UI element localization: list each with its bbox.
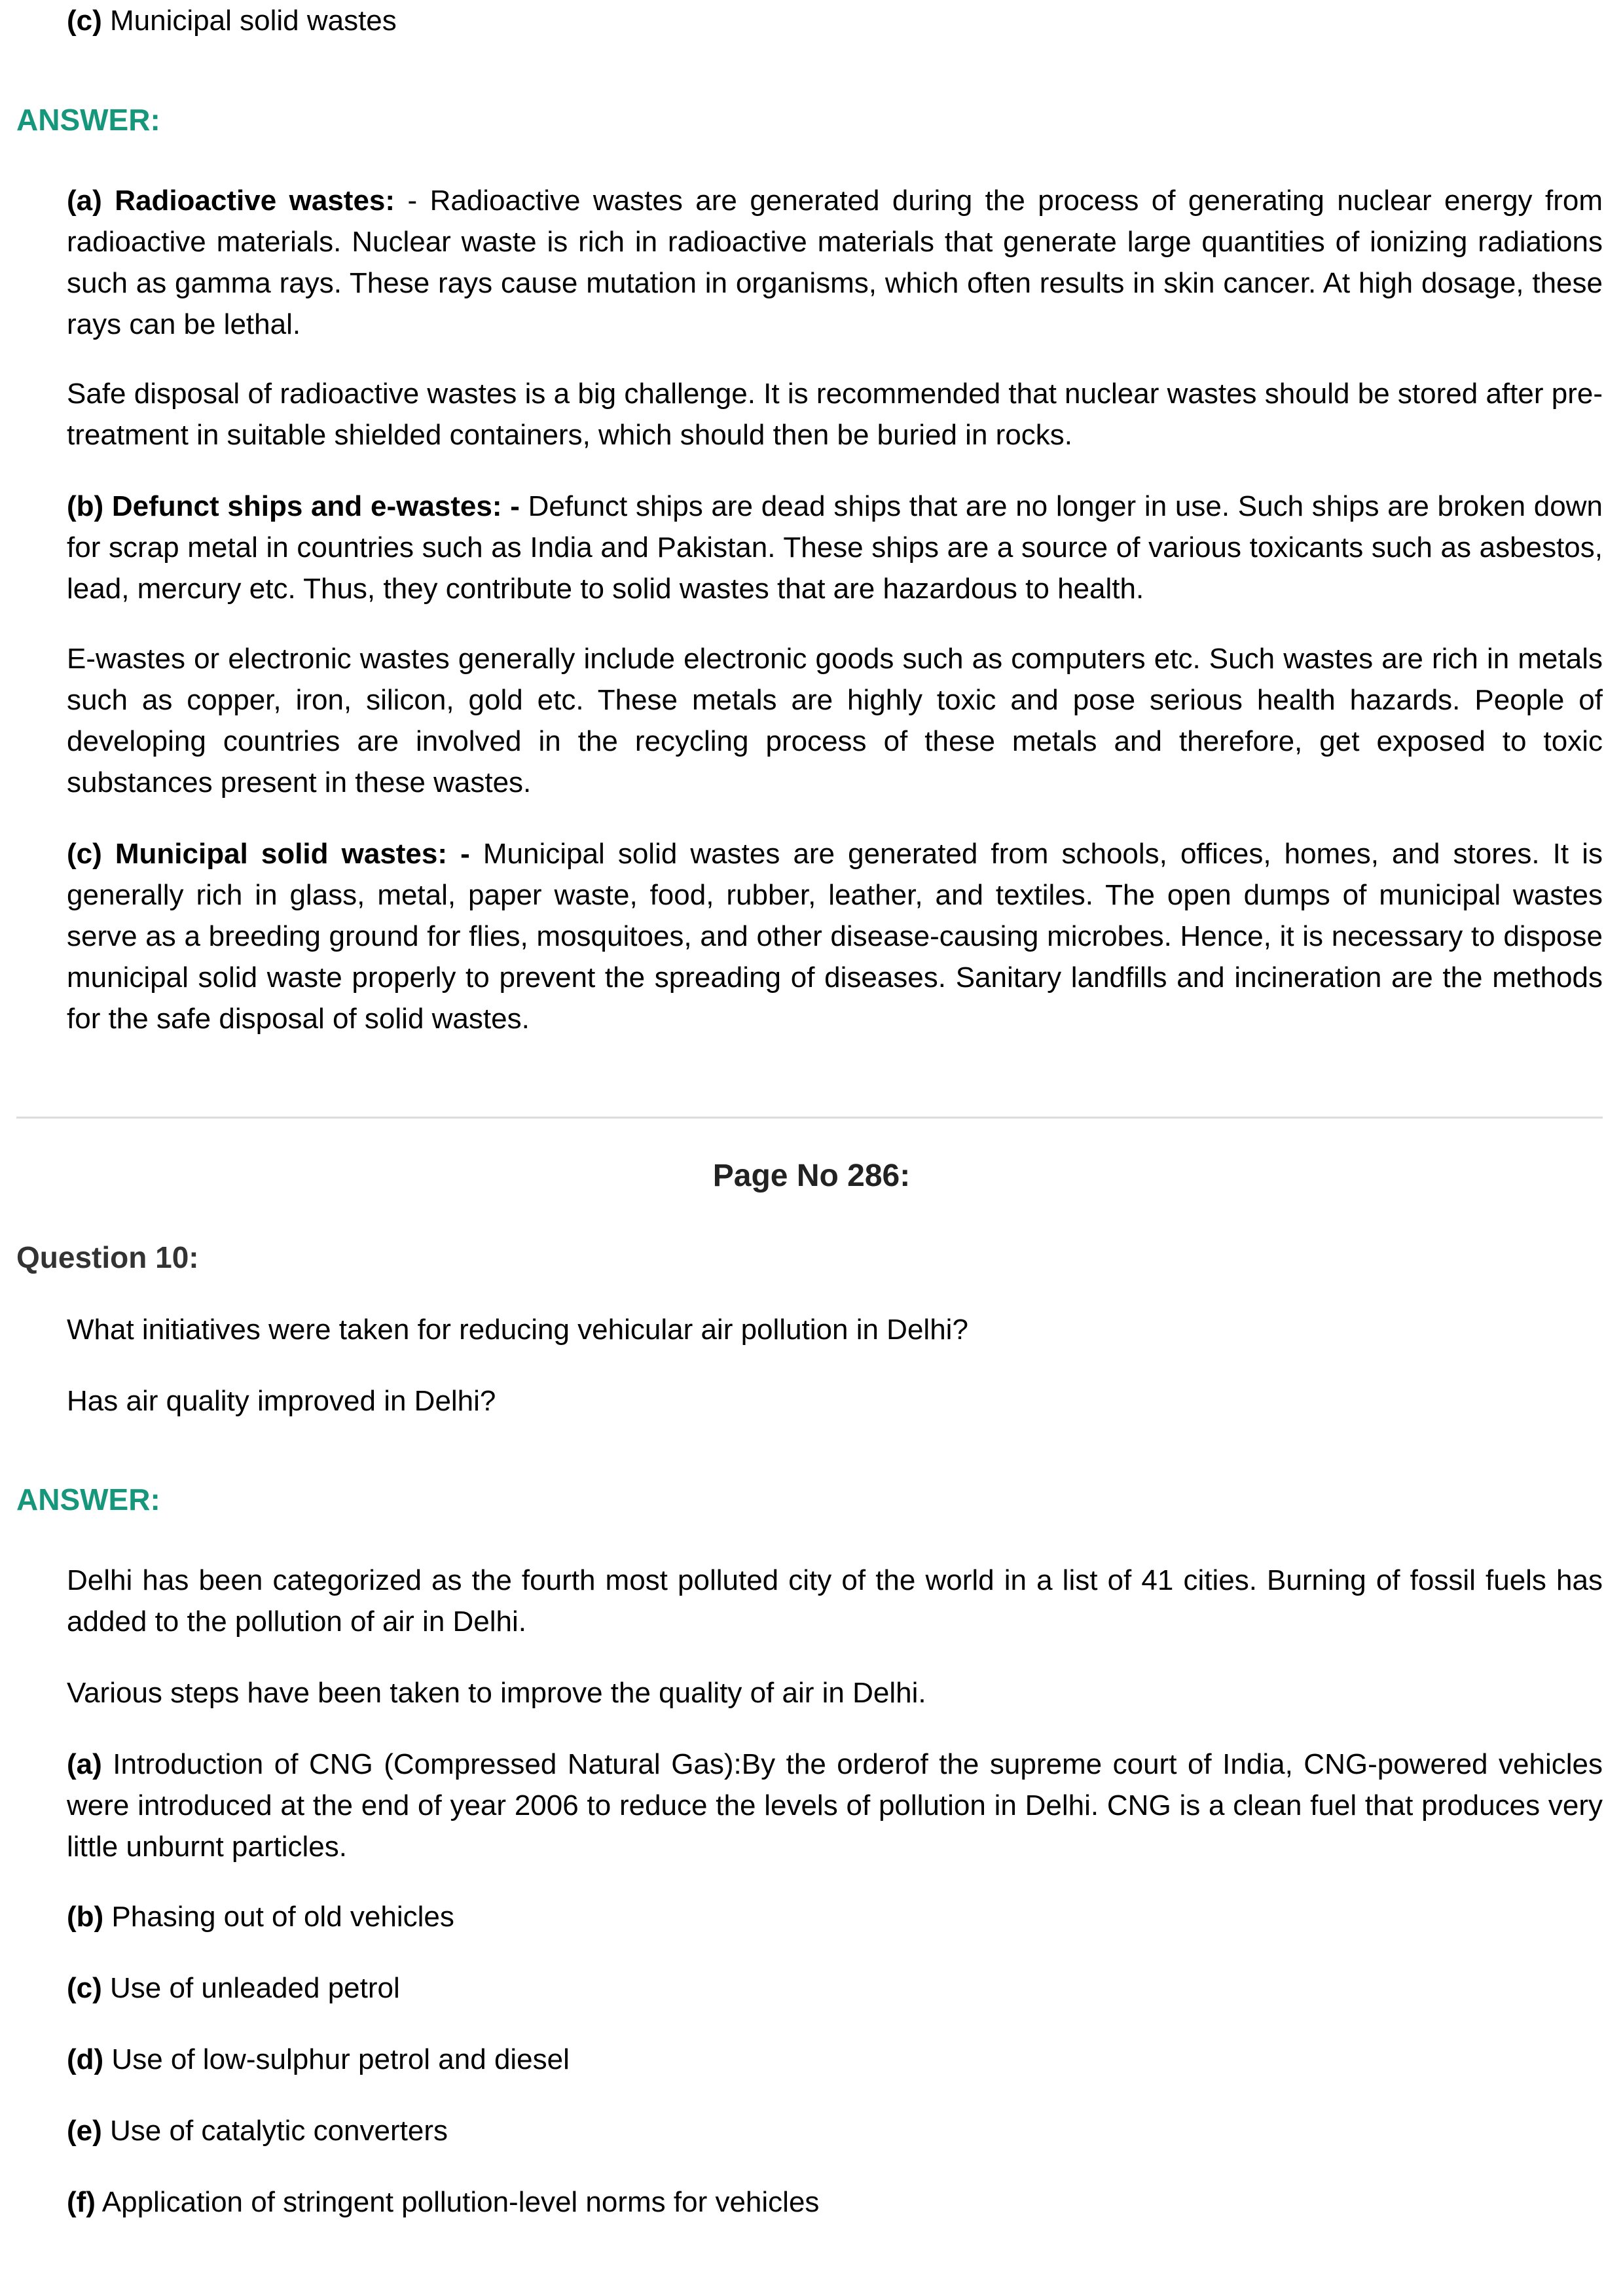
para-text: Defunct ships are dead ships that are no longer in use. Such ships are broken down for scrap metal in countries such as India and Pakistan. These ships are a source of various toxicants such as asbestos, lead, mercury etc. Thus, they contribute to solid wastes that are hazardous to health. [67,490,1603,605]
para-label: (a) Radioactive wastes: [67,185,395,217]
item-label: (f) [67,2186,96,2218]
answer9-para-b2: E-wastes or electronic wastes generally include electronic goods such as computers etc. Such wastes are rich in metals such as copper, iron, silicon, gold etc. These metals are highly toxic and pose serious health hazards. People of developing countries are involved in the recycling process of these metals and therefore, get exposed to toxic substances present in these wastes. [67,643,1603,798]
item-text: Use of unleaded petrol [101,1972,400,2004]
answer9-para-a [67,180,1603,345]
answer9-para-b [67,486,1603,609]
answer10-item-c [67,1967,1603,2009]
page-number: Page No 286: [712,1158,911,1193]
item-text: Application of stringent pollution-level norms for vehicles [95,2186,820,2218]
item-label: (e) [67,2115,102,2147]
prev-question-item-c [67,0,1603,41]
answer10-item-d [67,2039,1603,2080]
item-label: (c) [67,5,102,37]
answer-heading: ANSWER: [16,1482,160,1516]
answer10-item-b [67,1896,1603,1937]
item-text: Municipal solid wastes [110,5,397,37]
question-line: Has air quality improved in Delhi? [67,1385,496,1417]
item-label: (d) [67,2043,104,2075]
para-label: (c) Municipal solid wastes: - [67,838,470,870]
para-text: - Radioactive wastes are generated during the process of generating nuclear energy from radioactive materials. Nuclear waste is rich in radioactive materials that generate large quantities of ionizing radiations such as gamma rays. These rays cause mutation in organisms, which often results in skin cancer. At high dosage, these rays can be lethal. [67,185,1603,340]
item-label: (a) [67,1748,102,1780]
answer10-item-f [67,2181,1603,2223]
item-label: (b) [67,1901,104,1933]
item-text: Use of catalytic converters [101,2115,448,2147]
answer10-item-a [67,1744,1603,1867]
answer10-para-2: Various steps have been taken to improve the quality of air in Delhi. [67,1677,926,1709]
answer9-para-a2: Safe disposal of radioactive wastes is a big challenge. It is recommended that nuclear wastes should be stored after pre-treatment in suitable shielded containers, which should then be buried in rocks. [67,378,1603,451]
para-text: Municipal solid wastes are generated from schools, offices, homes, and stores. It is generally rich in glass, metal, paper waste, food, rubber, leather, and textiles. The open dumps of municipal wastes serve as a breeding ground for flies, mosquitoes, and other disease-causing microbes. Hence, it is necessary to dispose municipal solid waste properly to prevent the spreading of diseases. Sanitary landfills and incineration are the methods for the safe disposal of solid wastes. [67,838,1603,1035]
question-heading: Question 10: [16,1240,199,1274]
para-label: (b) Defunct ships and e-wastes: - [67,490,520,522]
answer-heading: ANSWER: [16,103,160,137]
item-text: Phasing out of old vehicles [103,1901,454,1933]
section-divider [16,1117,1603,1119]
item-label: (c) [67,1972,102,2004]
item-text: Use of low-sulphur petrol and diesel [103,2043,570,2075]
answer9-para-c [67,833,1603,1039]
answer10-item-e [67,2110,1603,2151]
answer10-para-1: Delhi has been categorized as the fourth most polluted city of the world in a list of 41 cities. Burning of fossil fuels has added to the pollution of air in Delhi. [67,1564,1603,1638]
item-text: Introduction of CNG (Compressed Natural Gas):By the orderof the supreme court of India, CNG-powered vehicles were introduced at the end of year 2006 to reduce the levels of pollution in Delhi. CNG is a clean fuel that produces very little unburnt particles. [67,1748,1603,1863]
question-line: What initiatives were taken for reducing vehicular air pollution in Delhi? [67,1314,968,1346]
